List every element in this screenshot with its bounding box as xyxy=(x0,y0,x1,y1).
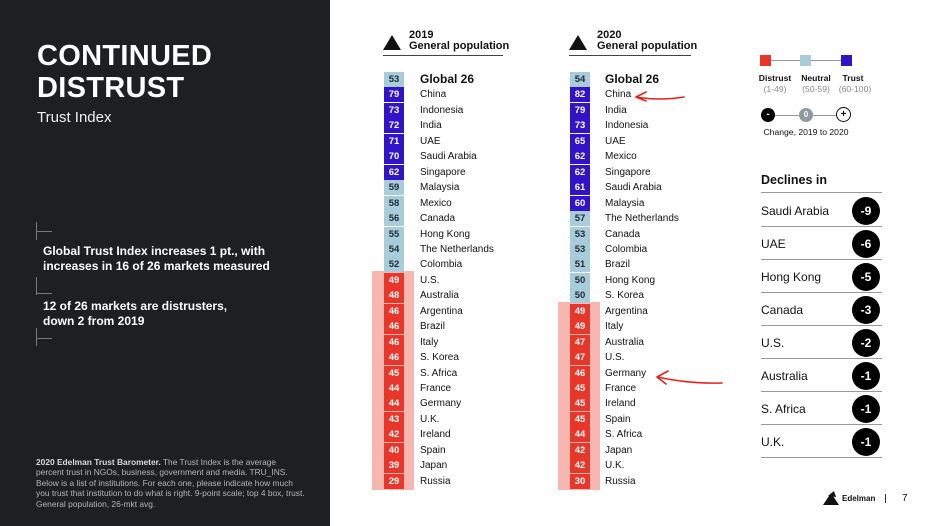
zero-icon: 0 xyxy=(799,108,813,122)
market-label: U.S. xyxy=(420,274,440,286)
decline-divider xyxy=(761,358,882,359)
decline-market-label: U.S. xyxy=(761,336,785,350)
market-label: Saudi Arabia xyxy=(420,151,477,163)
value-cell: 52 xyxy=(384,257,404,272)
value-cell: 44 xyxy=(384,396,404,411)
value-cell: 73 xyxy=(570,118,590,133)
market-label: Saudi Arabia xyxy=(605,182,662,194)
footnote-text: The Trust Index is the average percent trust in NGOs, business, government and media. TRU_INS. Below is a list of institutions. For each one, please indicate how much you trust that institution to do what is right. 9-point scale; top 4 box, trust. General population, 26-mkt avg. xyxy=(36,457,305,509)
value-cell: 43 xyxy=(384,412,404,427)
legend-neutral: Neutral xyxy=(801,73,831,83)
value-cell: 82 xyxy=(570,87,590,102)
value-cell: 47 xyxy=(570,335,590,350)
legend-swatch-trust xyxy=(841,55,852,66)
value-cell: 46 xyxy=(384,304,404,319)
market-label: S. Africa xyxy=(605,429,643,441)
column-rule xyxy=(383,55,503,56)
value-cell: 44 xyxy=(570,427,590,442)
legend-trust-range: (60-100) xyxy=(838,84,872,94)
decline-market-label: S. Africa xyxy=(761,402,806,416)
value-cell: 57 xyxy=(570,211,590,226)
value-cell: 61 xyxy=(570,180,590,195)
value-cell: 58 xyxy=(384,196,404,211)
market-label: Malaysia xyxy=(420,182,460,194)
value-cell: 53 xyxy=(570,227,590,242)
value-cell: 49 xyxy=(570,304,590,319)
global-value-cell: 53 xyxy=(384,72,404,87)
value-cell: 29 xyxy=(384,474,404,489)
page-title xyxy=(37,40,212,104)
market-label: S. Korea xyxy=(420,352,459,364)
decline-value-badge: -6 xyxy=(852,230,880,258)
value-cell: 62 xyxy=(570,165,590,180)
market-label: Indonesia xyxy=(605,120,649,132)
market-label: U.S. xyxy=(605,352,625,364)
value-cell: 62 xyxy=(384,165,404,180)
value-cell: 71 xyxy=(384,134,404,149)
market-label: Colombia xyxy=(420,259,463,271)
market-label: UAE xyxy=(605,135,626,147)
market-label: Australia xyxy=(420,290,459,302)
decline-market-label: Saudi Arabia xyxy=(761,204,830,218)
market-label: Malaysia xyxy=(605,197,645,209)
bracket-tick xyxy=(36,231,52,232)
market-label: S. Africa xyxy=(420,367,458,379)
value-cell: 30 xyxy=(570,474,590,489)
decline-value-badge: -1 xyxy=(852,428,880,456)
value-cell: 53 xyxy=(570,242,590,257)
market-label: China xyxy=(420,89,447,101)
decline-market-label: Canada xyxy=(761,303,804,317)
market-label: Brazil xyxy=(420,321,446,333)
market-label: The Netherlands xyxy=(605,213,679,225)
value-cell: 49 xyxy=(384,273,404,288)
decline-divider xyxy=(761,226,882,227)
market-label: Italy xyxy=(605,321,624,333)
market-label: Russia xyxy=(605,475,636,487)
footer-divider xyxy=(885,494,886,503)
market-label: Japan xyxy=(605,444,633,456)
legend-distrust: Distrust xyxy=(758,73,792,83)
value-cell: 55 xyxy=(384,227,404,242)
market-label: India xyxy=(605,104,627,116)
market-label: Mexico xyxy=(420,197,452,209)
annotation-arrow-china xyxy=(636,92,684,101)
decline-divider xyxy=(761,391,882,392)
value-cell: 70 xyxy=(384,149,404,164)
value-cell: 42 xyxy=(384,427,404,442)
market-label: U.K. xyxy=(420,413,440,425)
column-rule xyxy=(569,55,691,56)
global-label: Global 26 xyxy=(605,72,660,86)
market-label: Germany xyxy=(420,398,462,410)
market-label: Japan xyxy=(420,460,448,472)
legend-swatch-neutral xyxy=(800,55,811,66)
decline-divider xyxy=(761,292,882,293)
value-cell: 47 xyxy=(570,350,590,365)
legend-neutral-range: (50-59) xyxy=(802,84,830,94)
column-year: 2019 xyxy=(409,29,434,41)
title-line-1: CONTINUED xyxy=(37,40,213,72)
triangle-icon xyxy=(383,35,401,50)
value-cell: 79 xyxy=(384,87,404,102)
value-cell: 42 xyxy=(570,458,590,473)
legend-swatch-distrust xyxy=(760,55,771,66)
decline-divider xyxy=(761,424,882,425)
decline-market-label: UAE xyxy=(761,237,786,251)
value-cell: 45 xyxy=(570,396,590,411)
value-cell: 40 xyxy=(384,443,404,458)
market-label: Indonesia xyxy=(420,104,464,116)
global-label: Global 26 xyxy=(420,72,475,86)
market-label: Germany xyxy=(605,367,647,379)
market-label: Argentina xyxy=(605,305,648,317)
declines-title: Declines in xyxy=(761,173,827,187)
value-cell: 46 xyxy=(570,366,590,381)
value-cell: 44 xyxy=(384,381,404,396)
decline-value-badge: -9 xyxy=(852,197,880,225)
market-label: Russia xyxy=(420,475,451,487)
market-label: Ireland xyxy=(605,398,636,410)
value-cell: 56 xyxy=(384,211,404,226)
page-number: 7 xyxy=(902,493,908,504)
bracket-tick xyxy=(36,338,52,339)
value-cell: 46 xyxy=(384,350,404,365)
market-label: Colombia xyxy=(605,243,648,255)
value-cell: 60 xyxy=(570,196,590,211)
title-line-2: DISTRUST xyxy=(37,72,185,104)
decline-value-badge: -3 xyxy=(852,296,880,324)
market-label: Spain xyxy=(605,413,631,425)
value-cell: 59 xyxy=(384,180,404,195)
market-label: Hong Kong xyxy=(420,228,471,240)
decline-divider xyxy=(761,325,882,326)
annotation-arrow-germany xyxy=(657,371,722,384)
market-label: Singapore xyxy=(605,166,651,178)
decline-value-badge: -2 xyxy=(852,329,880,357)
market-label: Mexico xyxy=(605,151,637,163)
value-cell: 79 xyxy=(570,103,590,118)
decline-market-label: Australia xyxy=(761,369,808,383)
brand-name: Edelman xyxy=(842,494,876,503)
market-label: France xyxy=(605,383,637,394)
market-label: UAE xyxy=(420,135,441,147)
decline-value-badge: -1 xyxy=(852,362,880,390)
market-label: Argentina xyxy=(420,305,463,317)
market-label: Hong Kong xyxy=(605,274,656,286)
minus-icon: - xyxy=(761,108,775,122)
market-label: Ireland xyxy=(420,429,451,441)
value-cell: 50 xyxy=(570,288,590,303)
market-label: Spain xyxy=(420,444,446,456)
value-cell: 73 xyxy=(384,103,404,118)
decline-divider xyxy=(761,259,882,260)
bracket-tick xyxy=(36,328,37,346)
decline-divider xyxy=(761,457,882,458)
market-label: France xyxy=(420,383,452,394)
declines-rule xyxy=(761,192,882,193)
market-label: U.K. xyxy=(605,460,625,472)
value-cell: 45 xyxy=(570,412,590,427)
legend-distrust-range: (1-49) xyxy=(763,84,787,94)
change-label: Change, 2019 to 2020 xyxy=(763,127,849,137)
legend-trust: Trust xyxy=(842,73,864,83)
market-label: S. Korea xyxy=(605,290,644,302)
footnote-source: 2020 Edelman Trust Barometer. xyxy=(36,457,161,467)
left-panel xyxy=(0,0,330,526)
key-point-2: 12 of 26 markets are distrusters, down 2 from 2019 xyxy=(43,299,228,328)
value-cell: 72 xyxy=(384,118,404,133)
market-label: Brazil xyxy=(605,259,631,271)
value-cell: 46 xyxy=(384,335,404,350)
decline-value-badge: -1 xyxy=(852,395,880,423)
market-label: Canada xyxy=(605,228,641,240)
value-cell: 42 xyxy=(570,443,590,458)
triangle-icon xyxy=(569,35,587,50)
market-label: Australia xyxy=(605,336,644,348)
decline-market-label: Hong Kong xyxy=(761,270,822,284)
value-cell: 48 xyxy=(384,288,404,303)
market-label: Italy xyxy=(420,336,439,348)
market-label: Canada xyxy=(420,213,456,225)
decline-market-label: U.K. xyxy=(761,435,785,449)
value-cell: 65 xyxy=(570,134,590,149)
column-heading: General population xyxy=(597,40,698,52)
key-point-1: Global Trust Index increases 1 pt., with increases in 16 of 26 markets measured xyxy=(43,244,270,273)
value-cell: 49 xyxy=(570,319,590,334)
edelman-logo xyxy=(823,489,839,505)
market-label: India xyxy=(420,120,442,132)
value-cell: 50 xyxy=(570,273,590,288)
market-label: Singapore xyxy=(420,166,466,178)
value-cell: 62 xyxy=(570,149,590,164)
value-cell: 54 xyxy=(384,242,404,257)
market-label: The Netherlands xyxy=(420,243,494,255)
page-subtitle: Trust Index xyxy=(37,109,112,126)
value-cell: 46 xyxy=(384,319,404,334)
value-cell: 39 xyxy=(384,458,404,473)
value-cell: 45 xyxy=(384,366,404,381)
value-cell: 51 xyxy=(570,257,590,272)
column-year: 2020 xyxy=(597,29,622,41)
bracket-tick xyxy=(36,293,52,294)
global-value-cell: 54 xyxy=(570,72,590,87)
decline-value-badge: -5 xyxy=(852,263,880,291)
column-heading: General population xyxy=(409,40,510,52)
footnote xyxy=(36,457,306,509)
plus-icon: + xyxy=(836,107,851,122)
market-label: China xyxy=(605,89,632,101)
value-cell: 45 xyxy=(570,381,590,396)
